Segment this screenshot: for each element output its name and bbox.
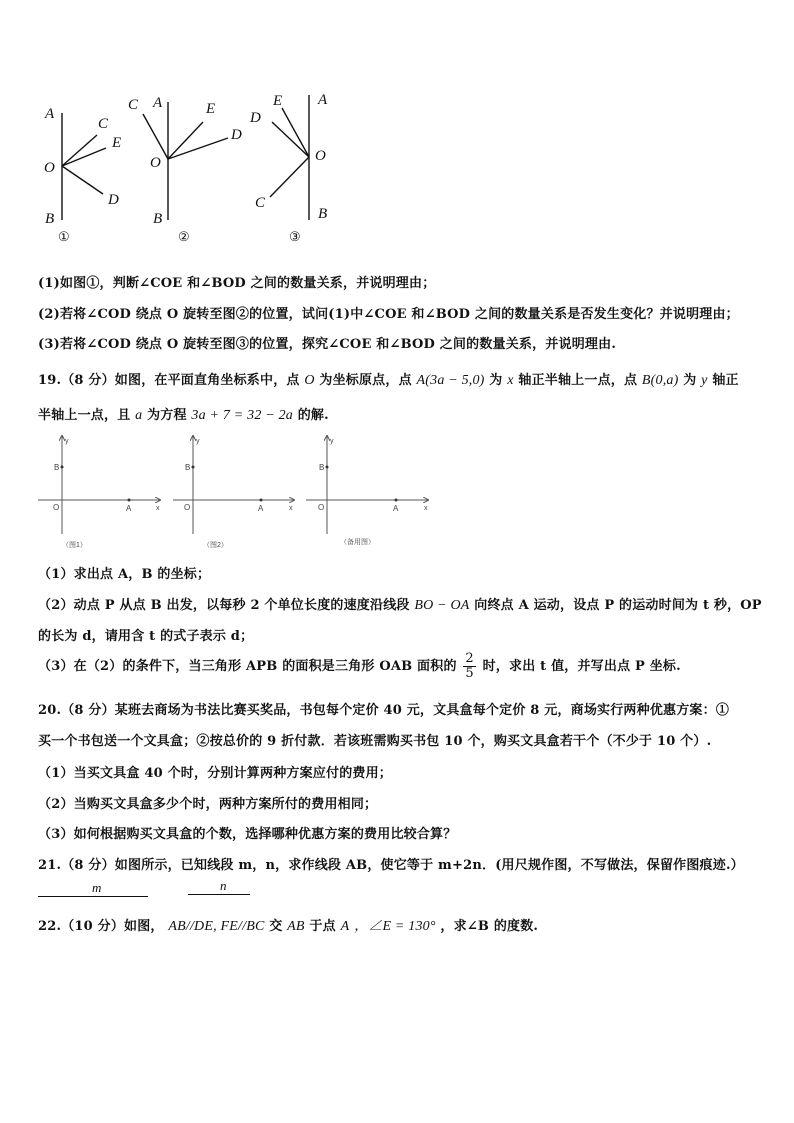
fig2-label-A: A <box>153 95 163 111</box>
q18-part1: (1)如图①，判断∠COE 和∠BOD 之间的数量关系，并说明理由； <box>38 276 436 291</box>
fig3-label-B: B <box>318 206 328 222</box>
segment-m <box>38 896 148 897</box>
graph-3-B-label: B <box>319 463 325 472</box>
q19-mid1: 为坐标原点，点 <box>319 373 412 388</box>
fig2-label-O: O <box>150 155 161 171</box>
graph-3-caption: （备用图） <box>340 539 375 546</box>
segment-n-label: n <box>220 878 227 893</box>
graph-1-O-label: O <box>53 503 60 512</box>
q21-line1: 21.（8 分）如图所示，已知线段 m，n，求作线段 AB，使它等于 m+2n．(用尺规作图，不写做法，保留作图痕迹.） <box>38 858 744 873</box>
graph-1-caption: （图1） <box>62 542 87 549</box>
graph-2-point-B <box>192 466 195 469</box>
q19-a: a <box>135 408 143 423</box>
fig3-label-E: E <box>273 93 283 109</box>
fig2-label-D: D <box>231 127 242 143</box>
fig1-label-E: E <box>112 135 122 151</box>
q18-part2: (2)若将∠COD 绕点 O 旋转至图②的位置，试问(1)中∠COE 和∠BOD 之间的数量关系是否发生变化？并说明理由； <box>38 307 739 322</box>
graph-2-y-label: y <box>196 438 200 445</box>
q19-x: x <box>507 373 514 388</box>
segment-n <box>188 894 250 895</box>
q19-part1: （1）求出点 A，B 的坐标； <box>38 567 211 582</box>
graph-2-A-label: A <box>258 504 264 513</box>
fig2-caption: ② <box>178 230 190 245</box>
fraction-denominator: 5 <box>465 666 474 681</box>
q19-point-B-expr: B(0,a) <box>641 373 679 388</box>
q20-line2: 买一个书包送一个文具盒；②按总价的 9 折付款．若该班需购买书包 10 个，购买文具盒若干个（不少于 10 个）. <box>38 734 712 749</box>
q19-part3 <box>38 652 681 681</box>
q19-point-O: O <box>304 373 315 388</box>
graph-2-O-label: O <box>184 503 191 512</box>
fig3-caption: ③ <box>289 230 301 245</box>
q19-mid5: 轴正 <box>712 373 739 388</box>
q19-equation: 3a + 7 = 32 − 2a <box>191 408 293 423</box>
q19-line2c: 的解. <box>297 408 329 423</box>
graph-1-point-B <box>61 466 64 469</box>
graph-2 <box>173 436 294 534</box>
q22-mid2: 于点 <box>309 919 336 934</box>
graph-2-point-A <box>260 499 263 502</box>
q19-part3b: 时，求出 t 值，并写出点 P 坐标. <box>482 659 681 674</box>
q19-line2b: 为方程 <box>147 408 187 423</box>
q19-line1 <box>38 369 739 389</box>
graph-3-x-label: x <box>424 505 428 512</box>
q22-tail: ，求∠B 的度数. <box>440 919 539 934</box>
q19-part3a: （3）在（2）的条件下，当三角形 APB 的面积是三角形 OAB 面积的 <box>38 659 457 674</box>
fig3-label-C: C <box>255 195 266 211</box>
graph-1-point-A <box>128 499 131 502</box>
graph-1-y-label: y <box>65 438 69 445</box>
graph-2-caption: （图2） <box>203 542 228 549</box>
graph-1-x-label: x <box>156 505 160 512</box>
fig1-label-A: A <box>45 106 55 122</box>
q22-head: 22.（10 分）如图， <box>38 919 164 934</box>
segment-m-label: m <box>92 880 102 895</box>
fig3-label-A: A <box>318 92 328 108</box>
q19-part2-expr: BO − OA <box>414 598 470 613</box>
q19-part2-line1 <box>38 594 762 614</box>
fig1-label-C: C <box>98 116 109 132</box>
q19-mid4: 为 <box>683 373 697 388</box>
fraction-two-fifths <box>463 652 475 681</box>
q22-AB: AB <box>287 919 305 934</box>
fig1-label-B: B <box>45 211 55 227</box>
q19-head: 19.（8 分）如图，在平面直角坐标系中，点 <box>38 373 300 388</box>
graph-3-A-label: A <box>393 504 399 513</box>
graph-1 <box>38 436 160 534</box>
fig1-caption: ① <box>58 230 70 245</box>
fig2-label-E: E <box>206 101 216 117</box>
fig1-label-O: O <box>44 160 55 176</box>
q19-part2-line2: 的长为 d，请用含 t 的式子表示 d； <box>38 629 254 644</box>
q19-part2a: （2）动点 P 从点 B 出发，以每秒 2 个单位长度的速度沿线段 <box>38 598 410 613</box>
figures-angle-diagrams <box>0 80 794 250</box>
q19-part2b: 向终点 A 运动，设点 P 的运动时间为 t 秒，OP <box>474 598 762 613</box>
q22-A: A <box>340 919 350 934</box>
figure-3 <box>270 95 309 220</box>
q19-y: y <box>701 373 708 388</box>
graph-3 <box>306 436 428 534</box>
q19-mid3: 轴正半轴上一点，点 <box>518 373 638 388</box>
graph-3-point-A <box>395 499 398 502</box>
graph-3-point-B <box>326 466 329 469</box>
q20-part3: （3）如何根据购买文具盒的个数，选择哪种优惠方案的费用比较合算？ <box>38 827 457 842</box>
q22-mid: 交 <box>269 919 283 934</box>
fraction-numerator: 2 <box>465 651 474 666</box>
graph-2-x-label: x <box>289 505 293 512</box>
graph-3-O-label: O <box>318 503 325 512</box>
q22-expr1: AB//DE, FE//BC <box>168 919 265 934</box>
graph-1-A-label: A <box>126 504 132 513</box>
fig2-label-C: C <box>128 97 139 113</box>
q22-line1 <box>38 915 538 935</box>
fig3-label-O: O <box>315 148 326 164</box>
q20-part1: （1）当买文具盒 40 个时，分别计算两种方案应付的费用； <box>38 766 392 781</box>
q22-expr2: ，∠E = 130° <box>354 919 436 934</box>
fig1-label-D: D <box>108 192 119 208</box>
q19-mid2: 为 <box>489 373 503 388</box>
q19-line2a: 半轴上一点，且 <box>38 408 131 423</box>
graph-3-y-label: y <box>330 438 334 445</box>
fig3-label-D: D <box>250 110 261 126</box>
fig2-label-B: B <box>153 211 163 227</box>
graph-2-B-label: B <box>185 463 191 472</box>
q18-part3: (3)若将∠COD 绕点 O 旋转至图③的位置，探究∠COE 和∠BOD 之间的数量关系，并说明理由. <box>38 337 617 352</box>
q20-line1: 20.（8 分）某班去商场为书法比赛买奖品，书包每个定价 40 元，文具盒每个定价 8 元，商场实行两种优惠方案：① <box>38 703 730 718</box>
q20-part2: （2）当购买文具盒多少个时，两种方案所付的费用相同； <box>38 797 378 812</box>
q19-line2 <box>38 404 329 424</box>
q19-point-A-expr: A(3a − 5,0) <box>416 373 485 388</box>
graph-1-B-label: B <box>54 463 60 472</box>
q19-coordinate-graphs <box>0 430 794 555</box>
